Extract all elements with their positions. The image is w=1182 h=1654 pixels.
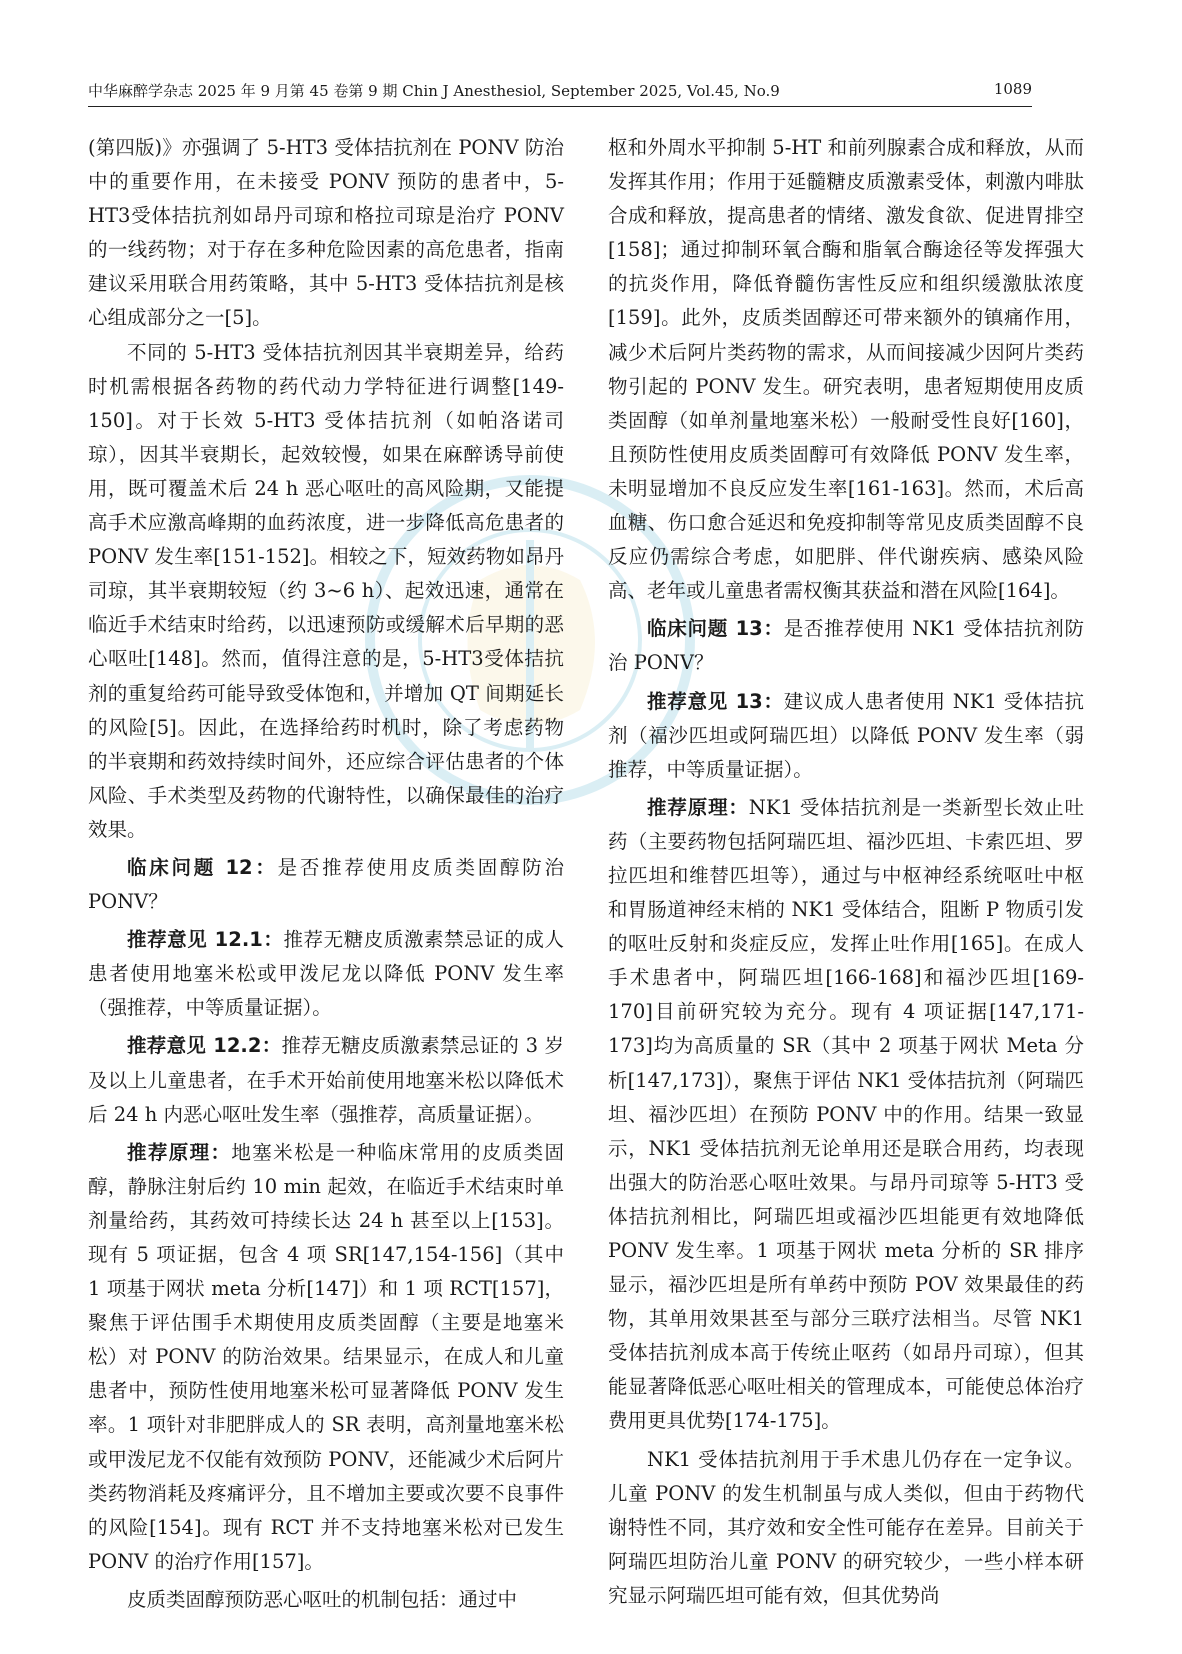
question-text: 是否推荐使用皮质类固醇防治 PONV？ bbox=[88, 855, 564, 914]
paragraph: 不同的 5-HT3 受体拮抗剂因其半衰期差异，给药时机需根据各药物的药代动力学特征进行调整[149-150]。对于长效 5-HT3 受体拮抗剂（如帕洛诺司琼），因其半衰期长，起效较慢，如果在麻醉诱导前使用，既可覆盖术后 24 h 恶心呕吐的高风险期，又能提高手术应激高峰期的血药浓度，进一步降低高危患者的 PONV 发生率[151-152]。相较之下，短效药物如昂丹司琼，其半衰期较短（约 3~6 h）、起效迅速，通常在临近手术结束时给药，以迅速预防或缓解术后早期的恶心呕吐[148]。然而，值得注意的是，5-HT3受体拮抗剂的重复给药可能导致受体饱和，并增加 QT 间期延长的风险[5]。因此，在选择给药时机时，除了考虑药物的半衰期和药效持续时间外，还应综合评估患者的个体风险、手术类型及药物的代谢特性，以确保最佳的治疗效果。 bbox=[88, 340, 564, 841]
question-label: 临床问题 13： bbox=[647, 617, 784, 641]
recommendation-text: 推荐无糖皮质激素禁忌证的成人患者使用地塞米松或甲泼尼龙以降低 PONV 发生率（强推荐，中等质量证据）。 bbox=[88, 928, 564, 1020]
rationale-text: NK1 受体拮抗剂是一类新型长效止吐药（主要药物包括阿瑞匹坦、福沙匹坦、卡索匹坦、罗拉匹坦和维替匹坦等），通过与中枢神经系统呕吐中枢和胃肠道神经末梢的 NK1 受体结合，阻断 P 物质引发的呕吐反射和炎症反应，发挥止吐作用[165]。在成人手术患者中，阿瑞匹坦[166-168]和福沙匹坦[169-170]目前研究较为充分。现有 4 项证据[147,171-173]均为高质量的 SR（其中 2 项基于网状 Meta 分析[147,173]），聚焦于评估 NK1 受体拮抗剂（阿瑞匹坦、福沙匹坦）在预防 PONV 中的作用。结果一致显示，NK1 受体拮抗剂无论单用还是联合用药，均表现出强大的防治恶心呕吐效果。与昂丹司琼等 5-HT3 受体拮抗剂相比，阿瑞匹坦或福沙匹坦能更有效地降低 PONV 发生率。1 项基于网状 meta 分析的 SR 排序显示，福沙匹坦是所有单药中预防 POV 效果最佳的药物，其单用效果甚至与部分三联疗法相当。尽管 NK1 受体拮抗剂成本高于传统止呕药（如昂丹司琼），但其能显著降低恶心呕吐相关的管理成本，可能使总体治疗费用更具优势[174-175]。 bbox=[608, 795, 1084, 1433]
journal-citation: 中华麻醉学杂志 2025 年 9 月第 45 卷第 9 期 Chin J Anesthesiol, September 2025, Vol.45, No.9 bbox=[88, 82, 780, 100]
recommendation-text: 推荐无糖皮质激素禁忌证的 3 岁及以上儿童患者，在手术开始前使用地塞米松以降低术后 24 h 内恶心呕吐发生率（强推荐，高质量证据）。 bbox=[88, 1034, 564, 1126]
right-column bbox=[608, 131, 1084, 1613]
running-header bbox=[88, 78, 1032, 107]
recommendation-label: 推荐意见 12.1： bbox=[127, 928, 284, 952]
page-number: 1089 bbox=[993, 80, 1032, 98]
paragraph: NK1 受体拮抗剂用于手术患儿仍存在一定争议。儿童 PONV 的发生机制虽与成人类似，但由于药物代谢特性不同，其疗效和安全性可能存在差异。目前关于阿瑞匹坦防治儿童 PONV 的研究较少，一些小样本研究显示阿瑞匹坦可能有效，但其优势尚 bbox=[608, 1447, 1084, 1607]
rationale-label: 推荐原理： bbox=[127, 1140, 232, 1164]
recommendation-12-2 bbox=[88, 1029, 564, 1131]
recommendation-12-1 bbox=[88, 923, 564, 1025]
clinical-question-13 bbox=[608, 612, 1084, 680]
recommendation-label: 推荐意见 12.2： bbox=[127, 1034, 282, 1058]
recommendation-label: 推荐意见 13： bbox=[647, 689, 784, 713]
rationale-label: 推荐原理： bbox=[647, 795, 749, 819]
clinical-question-12 bbox=[88, 851, 564, 919]
rationale-13 bbox=[608, 791, 1084, 1439]
paragraph: 枢和外周水平抑制 5-HT 和前列腺素合成和释放，从而发挥其作用；作用于延髓糖皮质激素受体，刺激内啡肽合成和释放，提高患者的情绪、激发食欲、促进胃排空[158]；通过抑制环氧合酶和脂氧合酶途径等发挥强大的抗炎作用，降低脊髓伤害性反应和组织缓激肽浓度[159]。此外，皮质类固醇还可带来额外的镇痛作用，减少术后阿片类药物的需求，从而间接减少因阿片类药物引起的 PONV 发生。研究表明，患者短期使用皮质类固醇（如单剂量地塞米松）一般耐受性良好[160]，且预防性使用皮质类固醇可有效降低 PONV 发生率，未明显增加不良反应发生率[161-163]。然而，术后高血糖、伤口愈合延迟和免疫抑制等常见皮质类固醇不良反应仍需综合考虑，如肥胖、伴代谢疾病、感染风险高、老年或儿童患者需权衡其获益和潜在风险[164]。 bbox=[608, 136, 1084, 603]
paragraph: 皮质类固醇预防恶心呕吐的机制包括：通过中 bbox=[127, 1587, 518, 1611]
recommendation-text: 建议成人患者使用 NK1 受体拮抗剂（福沙匹坦或阿瑞匹坦）以降低 PONV 发生率（弱推荐，中等质量证据）。 bbox=[608, 689, 1084, 781]
rationale-text: 地塞米松是一种临床常用的皮质类固醇，静脉注射后约 10 min 起效，在临近手术结束时单剂量给药，其药效可持续长达 24 h 甚至以上[153]。现有 5 项证据，包含 4 项 SR[147,154-156]（其中 1 项基于网状 meta 分析[147]）和 1 项 RCT[157]，聚焦于评估围手术期使用皮质类固醇（主要是地塞米松）对 PONV 的防治效果。结果显示，在成人和儿童患者中，预防性使用地塞米松可显著降低 PONV 发生率。1 项针对非肥胖成人的 SR 表明，高剂量地塞米松或甲泼尼龙不仅能有效预防 PONV，还能减少术后阿片类药物消耗及疼痛评分，且不增加主要或次要不良事件的风险[154]。现有 RCT 并不支持地塞米松对已发生 PONV 的治疗作用[157]。 bbox=[88, 1140, 564, 1573]
recommendation-13 bbox=[608, 685, 1084, 787]
question-text: 是否推荐使用 NK1 受体拮抗剂防治 PONV？ bbox=[608, 617, 1084, 675]
paragraph: (第四版)》亦强调了 5-HT3 受体拮抗剂在 PONV 防治中的重要作用，在未接受 PONV 预防的患者中，5-HT3受体拮抗剂如昂丹司琼和格拉司琼是治疗 PONV 的一线药物；对于存在多种危险因素的高危患者，指南建议采用联合用药策略，其中 5-HT3 受体拮抗剂是核心组成部分之一[5]。 bbox=[88, 136, 564, 330]
rationale-12 bbox=[88, 1136, 564, 1579]
question-label: 临床问题 12： bbox=[127, 855, 278, 879]
left-column bbox=[88, 131, 564, 1617]
